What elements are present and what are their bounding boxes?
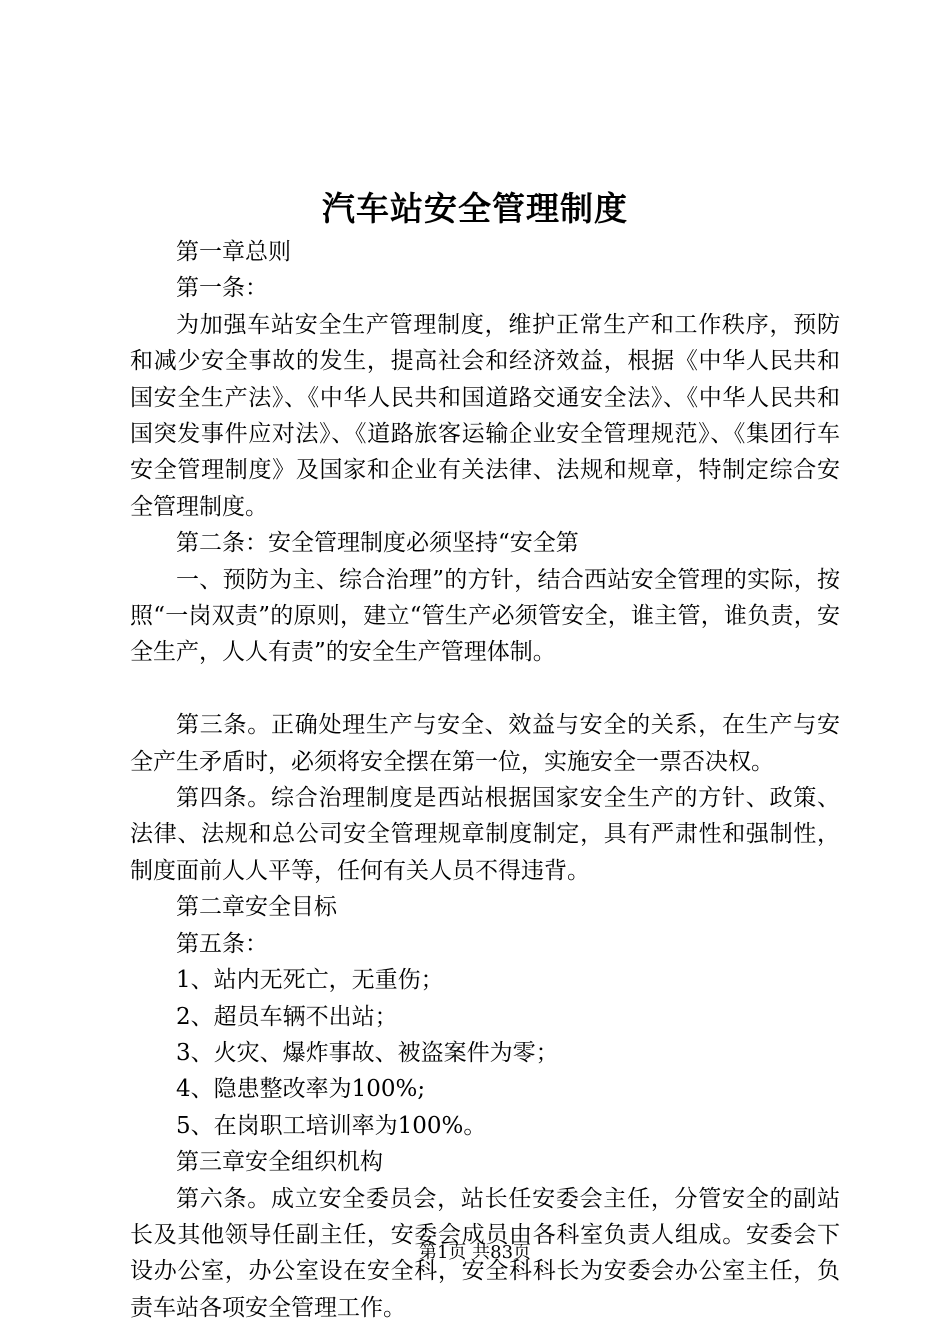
body-paragraph: 第四条。综合治理制度是西站根据国家安全生产的方针、政策、法律、法规和总公司安全管理规章制度制定，具有严肃性和强制性，制度面前人人平等，任何有关人员不得违背。 bbox=[130, 785, 840, 884]
blank-line bbox=[130, 671, 840, 707]
list-item: 1、站内无死亡，无重伤； bbox=[176, 967, 444, 994]
page-number: 第1页 共83页 bbox=[418, 1242, 532, 1263]
chapter-heading: 第三章安全组织机构 bbox=[176, 1149, 383, 1176]
chapter-heading: 第一章总则 bbox=[176, 239, 291, 265]
list-item: 2、超员车辆不出站； bbox=[176, 1003, 398, 1030]
list-item: 3、火灾、爆炸事故、被盗案件为零； bbox=[176, 1039, 559, 1066]
article-heading: 第一条： bbox=[176, 275, 268, 302]
body-paragraph: 第六条。成立安全委员会，站长任安委会主任，分管安全的副站长及其他领导任副主任，安委会成员由各科室负责人组成。安委会下设办公室，办公室设在安全科，安全科科长为安委会办公室主任，负责车站各项安全管理工作。 bbox=[130, 1185, 840, 1321]
body-paragraph: 为加强车站安全生产管理制度，维护正常生产和工作秩序，预防和减少安全事故的发生，提高社会和经济效益，根据《中华人民共和国安全生产法》、《中华人民共和国道路交通安全法》、《中华人民共和国突发事件应对法》、《道路旅客运输企业安全管理规范》、《集团行车安全管理制度》及国家和企业有关法律、法规和规章，特制定综合安全管理制度。 bbox=[130, 311, 840, 520]
document-body bbox=[130, 234, 840, 1326]
list-item: 4、隐患整改率为100%; bbox=[176, 1076, 426, 1103]
body-paragraph: 一、预防为主、综合治理”的方针，结合西站安全管理的实际，按照“一岗双责”的原则，建立“管生产必须管安全，谁主管，谁负责，安全生产，人人有责”的安全生产管理体制。 bbox=[130, 566, 840, 666]
chapter-heading: 第二章安全目标 bbox=[176, 894, 337, 921]
body-paragraph: 第二条：安全管理制度必须坚持“安全第 bbox=[176, 530, 579, 557]
article-heading: 第五条： bbox=[176, 930, 268, 957]
list-item: 5、在岗职工培训率为100%。 bbox=[176, 1112, 487, 1139]
body-paragraph: 第三条。正确处理生产与安全、效益与安全的关系，在生产与安全产生矛盾时，必须将安全摆在第一位，实施安全一票否决权。 bbox=[130, 712, 840, 775]
document-title: 汽车站安全管理制度 bbox=[322, 189, 628, 228]
